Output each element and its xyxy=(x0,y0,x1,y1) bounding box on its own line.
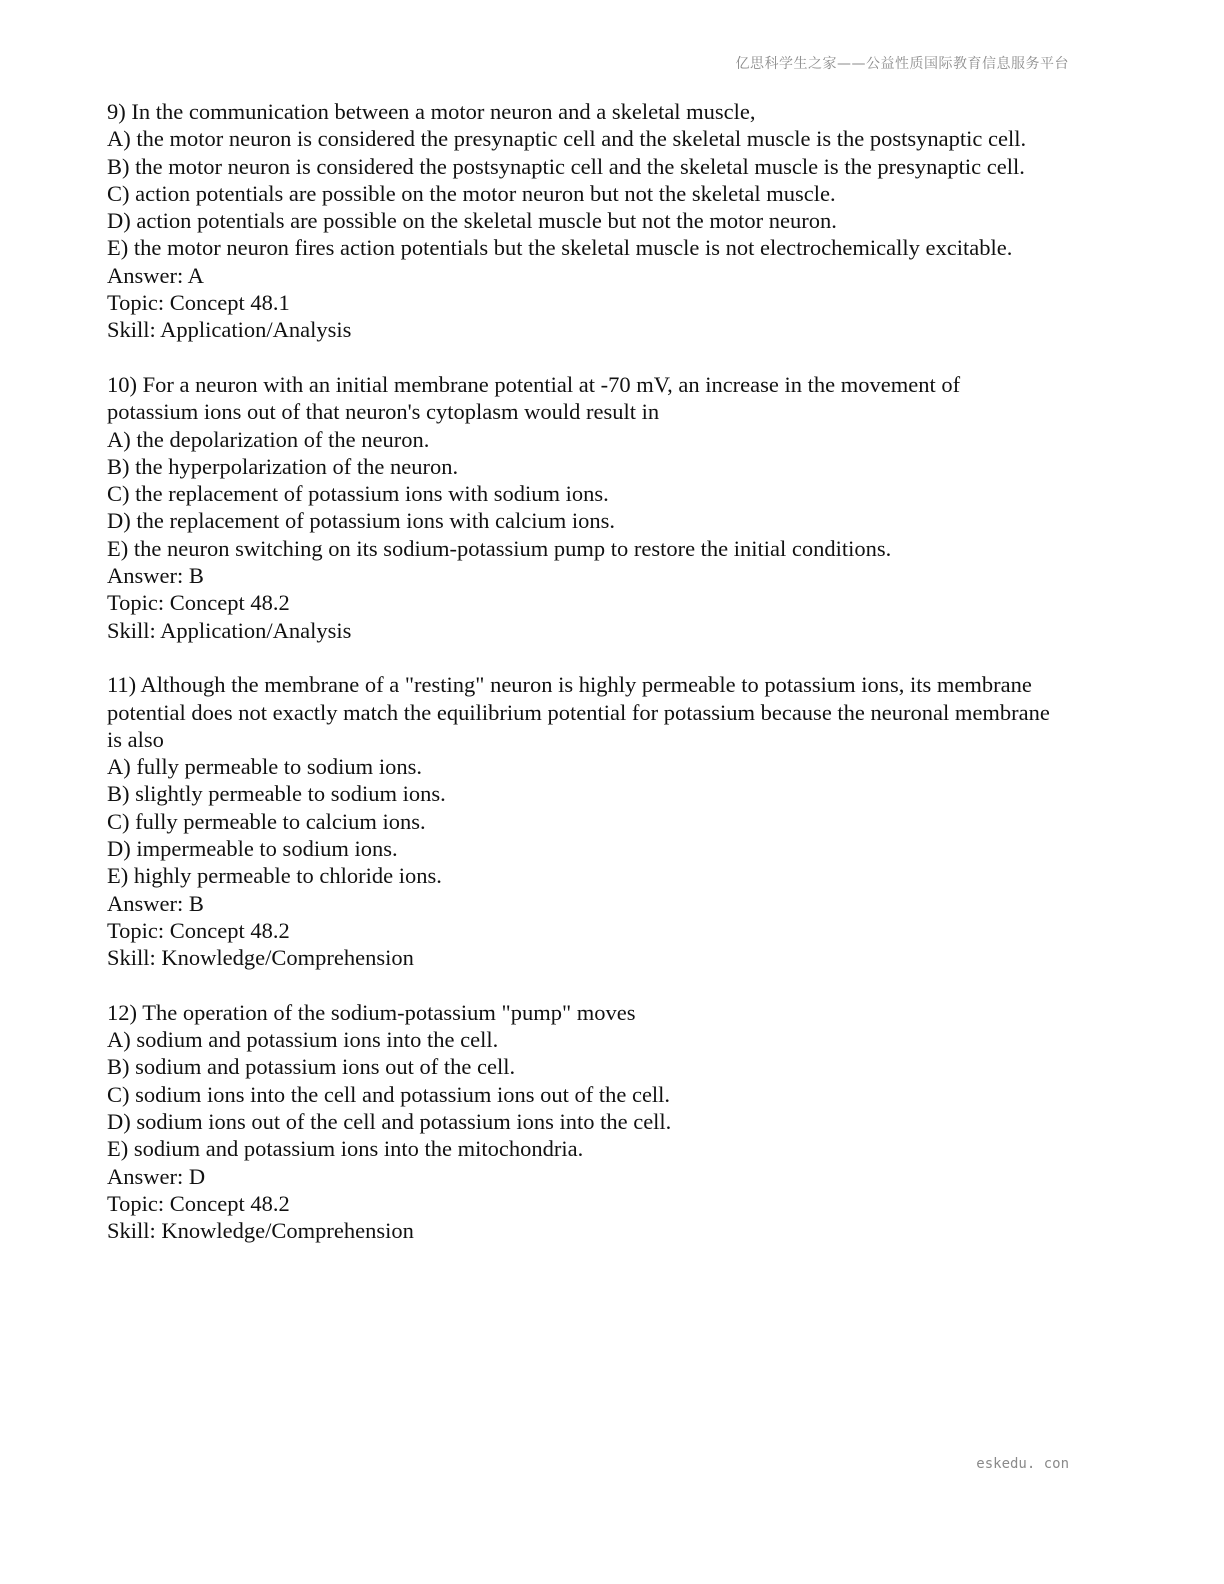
question-stem: 9) In the communication between a motor neuron and a skeletal muscle, xyxy=(107,99,756,124)
topic-label: Topic: Concept 48.1 xyxy=(107,290,290,316)
header-site-note: 亿思科学生之家——公益性质国际教育信息服务平台 xyxy=(735,56,1069,72)
answer-option-b: B) the motor neuron is considered the postsynaptic cell and the skeletal muscle is the presynaptic cell. xyxy=(107,153,1025,179)
answer-option-d: D) sodium ions out of the cell and potassium ions into the cell. xyxy=(107,1108,672,1134)
question-stem: 12) The operation of the sodium-potassium "pump" moves xyxy=(107,999,636,1025)
topic-label: Topic: Concept 48.2 xyxy=(107,590,290,616)
question-list xyxy=(107,98,1117,1272)
answer-option-a: A) fully permeable to sodium ions. xyxy=(107,754,422,780)
answer-option-b: B) sodium and potassium ions out of the cell. xyxy=(107,1054,516,1080)
answer-option-a: A) the depolarization of the neuron. xyxy=(107,426,430,452)
answer-option-a: A) the motor neuron is considered the presynaptic cell and the skeletal muscle is the postsynaptic cell. xyxy=(107,126,1027,152)
question-11 xyxy=(107,671,1117,971)
question-stem-continued: potential does not exactly match the equilibrium potential for potassium because the neuronal membrane xyxy=(107,699,1050,725)
answer-option-c: C) sodium ions into the cell and potassium ions out of the cell. xyxy=(107,1081,671,1107)
answer-key: Answer: B xyxy=(107,890,204,916)
answer-option-c: C) action potentials are possible on the motor neuron but not the skeletal muscle. xyxy=(107,180,836,206)
question-10 xyxy=(107,371,1117,644)
footer-site-note: eskedu. con xyxy=(976,1456,1069,1472)
answer-option-d: D) impermeable to sodium ions. xyxy=(107,836,398,862)
answer-option-b: B) the hyperpolarization of the neuron. xyxy=(107,453,459,479)
answer-key: Answer: D xyxy=(107,1163,206,1189)
answer-key: Answer: B xyxy=(107,563,204,589)
answer-option-e: E) highly permeable to chloride ions. xyxy=(107,863,442,889)
answer-option-c: C) the replacement of potassium ions with sodium ions. xyxy=(107,481,609,507)
answer-key: Answer: A xyxy=(107,262,204,288)
topic-label: Topic: Concept 48.2 xyxy=(107,917,290,943)
topic-label: Topic: Concept 48.2 xyxy=(107,1190,290,1216)
answer-option-d: D) the replacement of potassium ions with calcium ions. xyxy=(107,508,616,534)
answer-option-b: B) slightly permeable to sodium ions. xyxy=(107,781,446,807)
answer-option-c: C) fully permeable to calcium ions. xyxy=(107,808,426,834)
skill-label: Skill: Knowledge/Comprehension xyxy=(107,1218,414,1244)
question-stem: 11) Although the membrane of a "resting" neuron is highly permeable to potassium ions, its membrane xyxy=(107,672,1032,698)
answer-option-e: E) the neuron switching on its sodium-potassium pump to restore the initial conditions. xyxy=(107,535,892,561)
answer-option-a: A) sodium and potassium ions into the cell. xyxy=(107,1027,499,1053)
answer-option-e: E) the motor neuron fires action potentials but the skeletal muscle is not electrochemically excitable. xyxy=(107,235,1013,261)
skill-label: Skill: Application/Analysis xyxy=(107,317,352,343)
question-stem: 10) For a neuron with an initial membrane potential at -70 mV, an increase in the movement of xyxy=(107,371,961,397)
answer-option-d: D) action potentials are possible on the skeletal muscle but not the motor neuron. xyxy=(107,208,837,234)
question-stem-continued: is also xyxy=(107,726,164,752)
question-9 xyxy=(107,98,1117,344)
question-12 xyxy=(107,999,1117,1245)
skill-label: Skill: Knowledge/Comprehension xyxy=(107,945,414,971)
question-stem-continued: potassium ions out of that neuron's cytoplasm would result in xyxy=(107,399,660,425)
answer-option-e: E) sodium and potassium ions into the mitochondria. xyxy=(107,1136,584,1162)
skill-label: Skill: Application/Analysis xyxy=(107,617,352,643)
